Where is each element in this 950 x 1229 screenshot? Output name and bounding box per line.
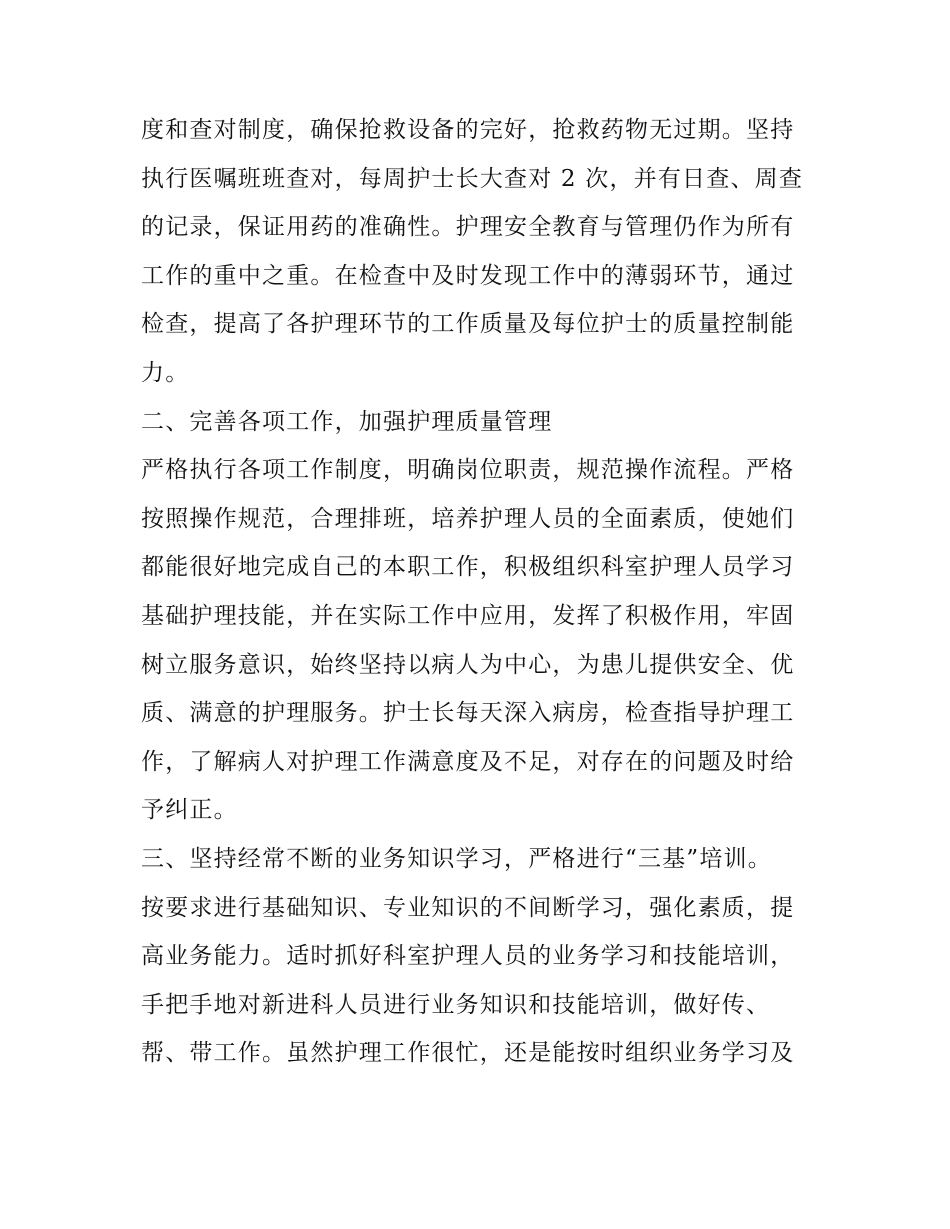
- text-line: 严格执行各项工作制度，明确岗位职责，规范操作流程。严格: [141, 457, 795, 484]
- text-line: 执行医嘱班班查对，每周护士长大查对 2 次，并有日查、周查: [141, 165, 804, 192]
- text-line: 按要求进行基础知识、专业知识的不间断学习，强化素质，提: [141, 894, 795, 921]
- text-line: 检查，提高了各护理环节的工作质量及每位护士的质量控制能: [141, 311, 795, 338]
- text-line: 作，了解病人对护理工作满意度及不足，对存在的问题及时给: [141, 748, 795, 775]
- section-heading: 三、坚持经常不断的业务知识学习，严格进行“三基”培训。: [141, 845, 772, 872]
- text-line: 质、满意的护理服务。护士长每天深入病房，检查指导护理工: [141, 700, 795, 727]
- text-line: 手把手地对新进科人员进行业务知识和技能培训，做好传、: [141, 991, 771, 1018]
- text-line: 高业务能力。适时抓好科室护理人员的业务学习和技能培训，: [141, 943, 795, 970]
- text-line: 的记录，保证用药的准确性。护理安全教育与管理仍作为所有: [141, 214, 795, 241]
- text-line: 基础护理技能，并在实际工作中应用，发挥了积极作用，牢固: [141, 602, 795, 629]
- text-line: 帮、带工作。虽然护理工作很忙，还是能按时组织业务学习及: [141, 1040, 795, 1067]
- section-heading: 二、完善各项工作，加强护理质量管理: [141, 408, 553, 435]
- text-line: 都能很好地完成自己的本职工作，积极组织科室护理人员学习: [141, 554, 795, 581]
- text-line: 按照操作规范，合理排班，培养护理人员的全面素质，使她们: [141, 505, 795, 532]
- text-line: 工作的重中之重。在检查中及时发现工作中的薄弱环节，通过: [141, 262, 795, 289]
- document-body: [141, 106, 813, 1078]
- text-line: 度和查对制度，确保抢救设备的完好，抢救药物无过期。坚持: [141, 117, 795, 143]
- text-line: 予纠正。: [141, 797, 238, 824]
- text-line: 树立服务意识，始终坚持以病人为中心，为患儿提供安全、优: [141, 651, 795, 678]
- text-line: 力。: [141, 359, 190, 386]
